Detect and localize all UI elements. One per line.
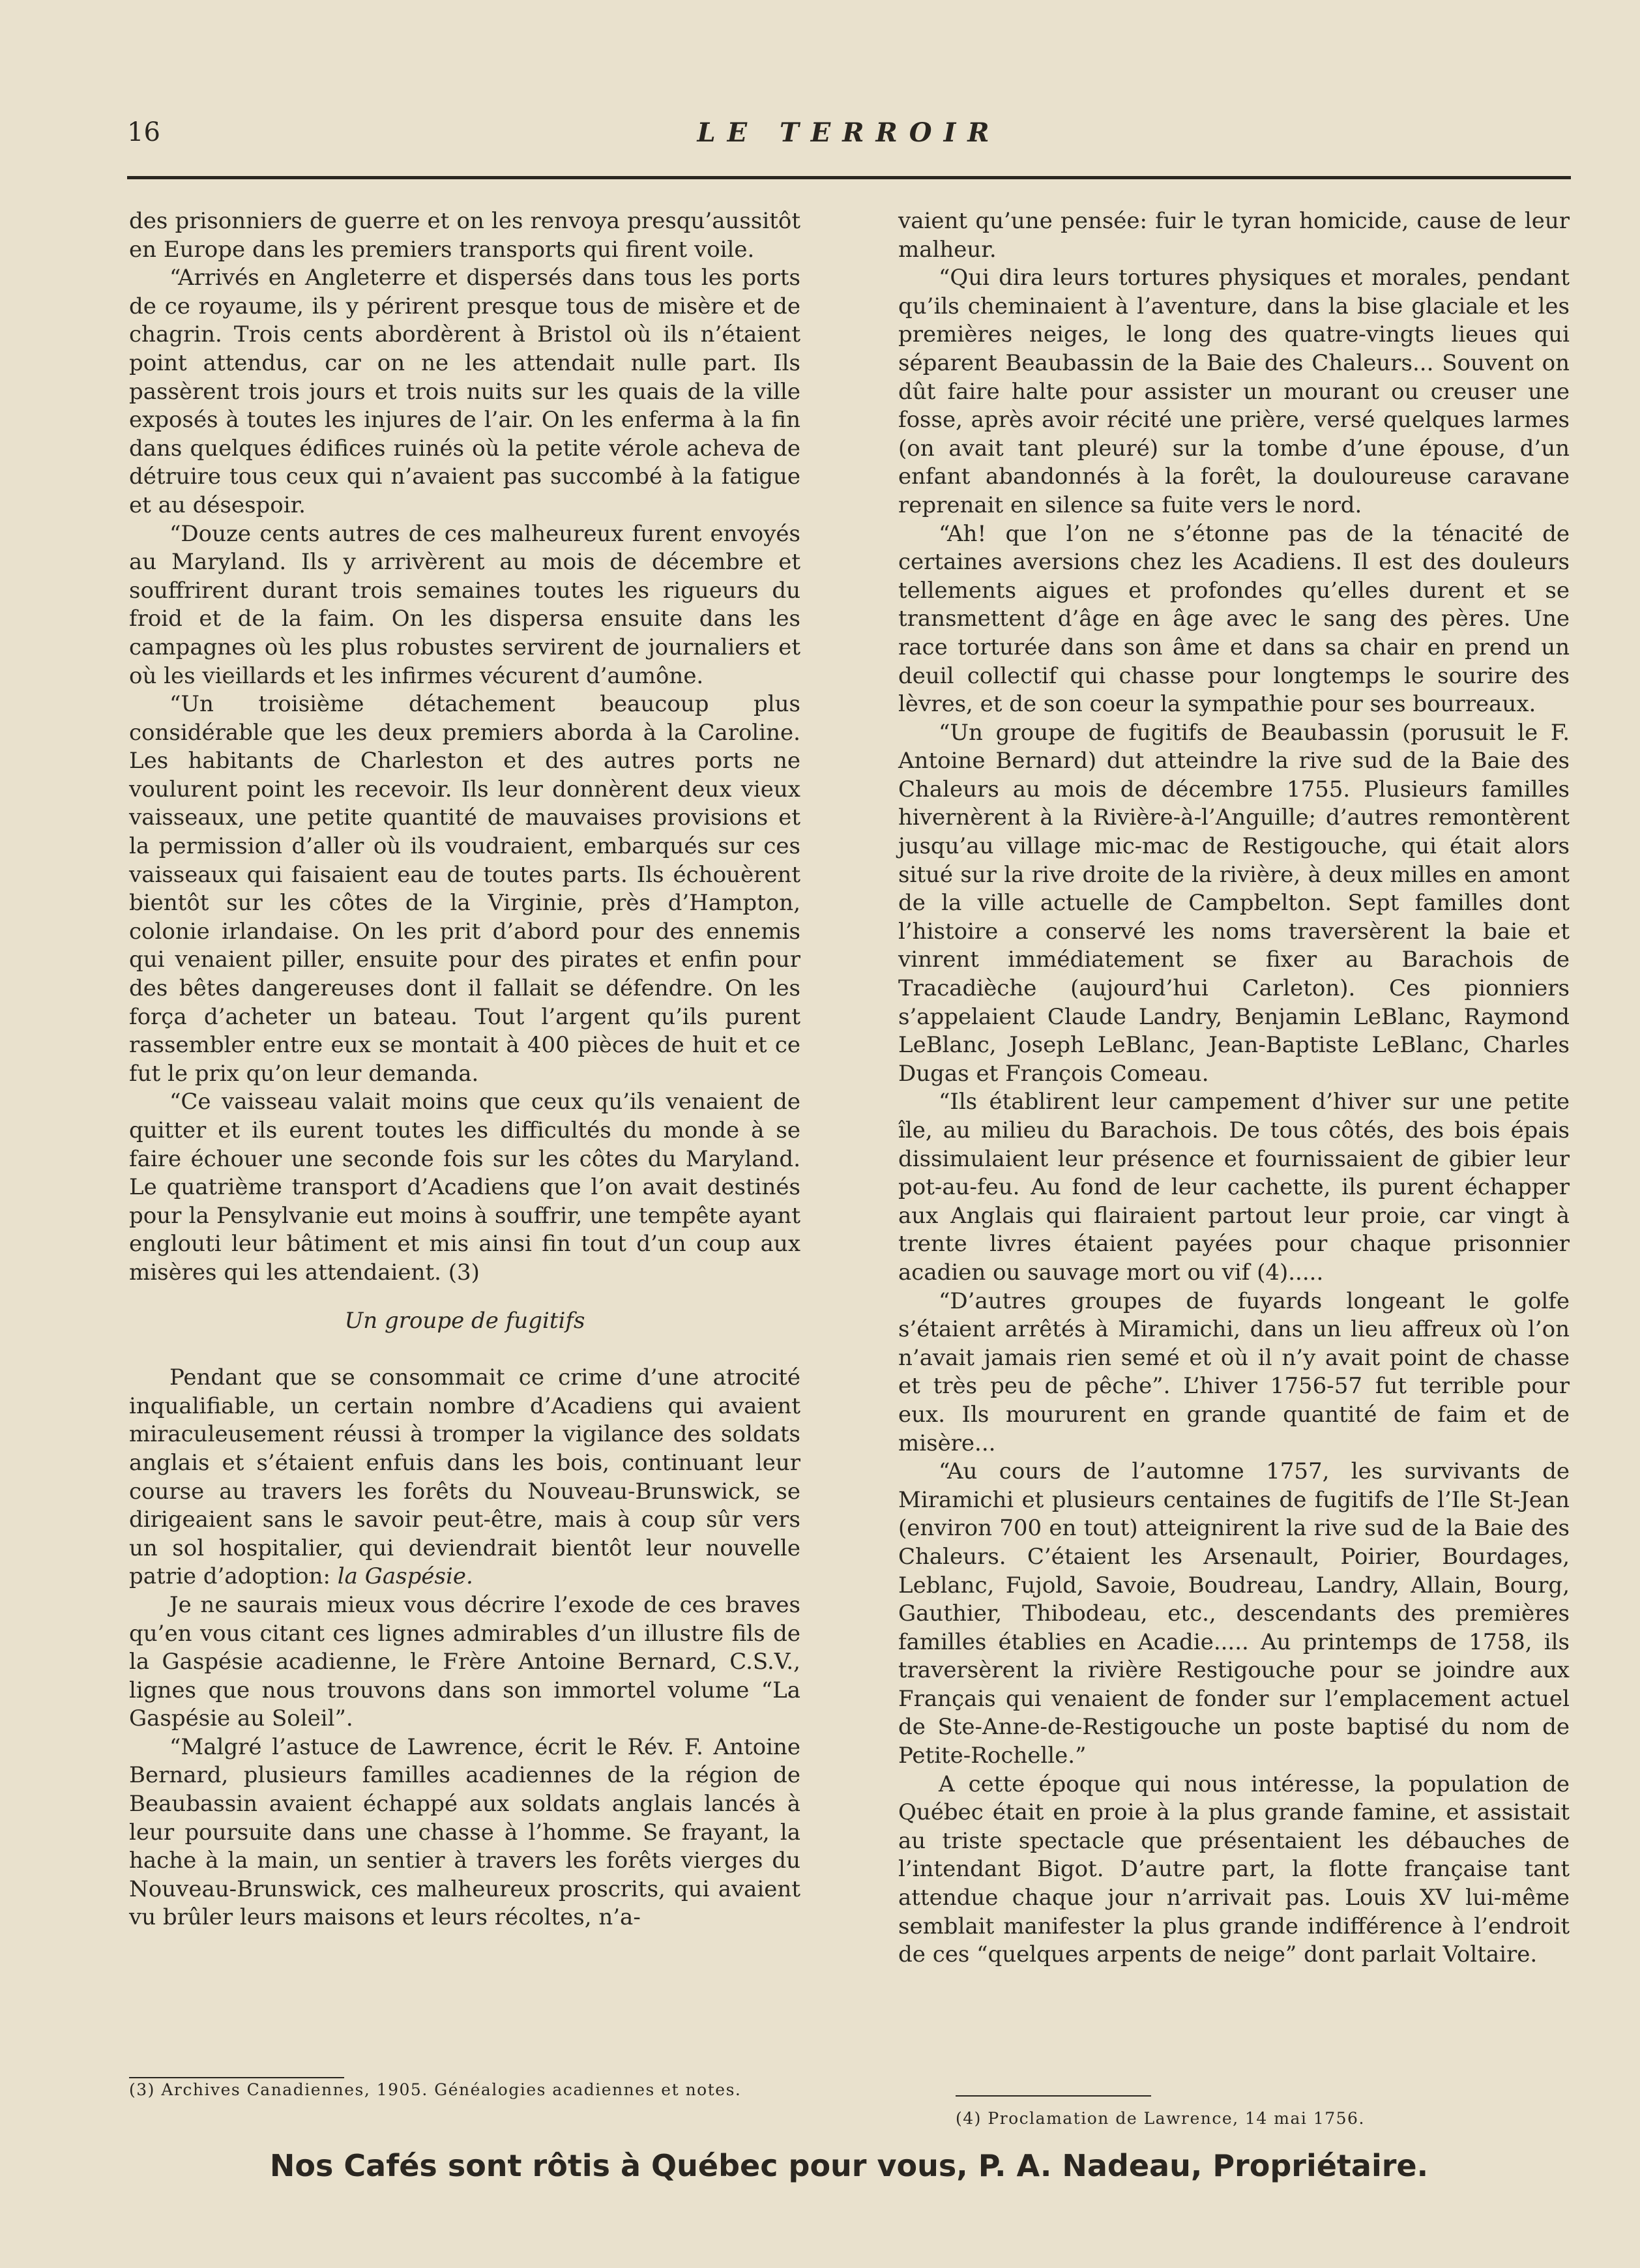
footnote-divider xyxy=(956,2095,1151,2097)
footnote-divider xyxy=(129,2077,344,2078)
section-heading: Un groupe de fugitifs xyxy=(344,1307,585,1334)
footnote-4: (4) Proclamation de Lawrence, 14 mai 1756. xyxy=(956,2109,1365,2128)
paragraph: “Malgré l’astuce de Lawrence, écrit le Rév. F. Antoine Bernard, plusieurs familles acadiennes de la région de Beaubassin avaient échappé aux soldats anglais lancés à leur poursuite dans une chasse à l’homme. Se frayant, la hache à la main, un sentier à travers les forêts vierges du Nouveau-Brunswick, ces malheureux proscrits, qui avaient vu brûler leurs maisons et leurs récoltes, n’a- xyxy=(129,1733,800,1931)
paragraph: des prisonniers de guerre et on les renvoya presqu’aussitôt en Europe dans les premiers transports qui firent voile. xyxy=(129,208,800,263)
paragraph: Je ne saurais mieux vous décrire l’exode de ces braves qu’en vous citant ces lignes admirables d’un illustre fils de la Gaspésie acadienne, le Frère Antoine Bernard, C.S.V., lignes que nous trouvons dans son immortel volume “La Gaspésie au Soleil”. xyxy=(129,1591,800,1732)
running-title: LE TERROIR xyxy=(697,117,1001,148)
paragraph: “D’autres groupes de fuyards longeant le golfe s’étaient arrêtés à Miramichi, dans un lieu affreux où l’on n’avait jamais rien semé et où il n’y avait point de chasse et très peu de pêche”. L’hiver 1756-57 fut terrible pour eux. Ils moururent en grande quantité de faim et de misère... xyxy=(898,1288,1570,1456)
page-number: 16 xyxy=(127,117,160,147)
paragraph: “Douze cents autres de ces malheureux furent envoyés au Maryland. Ils y arrivèrent au mois de décembre et souffrirent durant trois semaines toutes les rigueurs du froid et de la faim. On les dispersa ensuite dans les campagnes où les plus robustes servirent de journaliers et où les vieillards et les infirmes vécurent d’aumône. xyxy=(129,520,800,689)
paragraph: “Arrivés en Angleterre et dispersés dans tous les ports de ce royaume, ils y périrent presque tous de misère et de chagrin. Trois cents abordèrent à Bristol où ils n’étaient point attendus, car on ne les attendait nulle part. Ils passèrent trois jours et trois nuits sur les quais de la ville exposés à toutes les injures de l’air. On les enferma à la fin dans quelques édifices ruinés où la petite vérole acheva de détruire tous ceux qui n’avaient pas succombé à la fatigue et au désespoir. xyxy=(129,265,800,518)
paragraph: “Au cours de l’automne 1757, les survivants de Miramichi et plusieurs centaines de fugitifs de l’Ile St-Jean (environ 700 en tout) atteignirent la rive sud de la Baie des Chaleurs. C’étaient les Arsenault, Poirier, Bourdages, Leblanc, Fujold, Savoie, Boudreau, Landry, Allain, Bourg, Gauthier, Thibodeau, etc., descendants des premières familles établies en Acadie..... Au printemps de 1758, ils traversèrent la rivière Restigouche pour se joindre aux Français qui venaient de fonder sur l’emplacement actuel de Ste-Anne-de-Restigouche un poste baptisé du nom de Petite-Rochelle.” xyxy=(898,1458,1570,1769)
paragraph: “Ils établirent leur campement d’hiver sur une petite île, au milieu du Barachois. De tous côtés, des bois épais dissimulaient leur présence et fournissaient de gibier leur pot-au-feu. Au fond de leur cachette, ils purent échapper aux Anglais qui flairaient partout leur proie, car vingt à trente livres étaient payées pour chaque prisonnier acadien ou sauvage mort ou vif (4)..... xyxy=(898,1089,1570,1286)
left-column xyxy=(129,207,800,1932)
paragraph: “Un groupe de fugitifs de Beaubassin (porusuit le F. Antoine Bernard) dut atteindre la rive sud de la Baie des Chaleurs au mois de décembre 1755. Plusieurs familles hivernèrent à la Rivière-à-l’Anguille; d’autres remontèrent jusqu’au village mic-mac de Restigouche, qui était alors situé sur la rive droite de la rivière, à deux milles en amont de la ville actuelle de Campbelton. Sept familles dont l’histoire a conservé les noms traversèrent la baie et vinrent immédiatement se fixer au Barachois de Tracadièche (aujourd’hui Carleton). Ces pionniers s’appelaient Claude Landry, Benjamin LeBlanc, Raymond LeBlanc, Joseph LeBlanc, Jean-Baptiste LeBlanc, Charles Dugas et François Comeau. xyxy=(898,719,1570,1087)
paragraph: “Ah! que l’on ne s’étonne pas de la ténacité de certaines aversions chez les Acadiens. Il est des douleurs tellements aigues et profondes qu’elles durent et se transmettent d’âge en âge avec le sang des pères. Une race torturée dans son âme et dans sa chair en prend un deuil collectif qui chasse pour longtemps le sourire des lèvres, et de son coeur la sympathie pour ses bourreaux. xyxy=(898,520,1570,718)
page-header xyxy=(127,117,1571,156)
paragraph: “Un troisième détachement beaucoup plus considérable que les deux premiers aborda à la Caroline. Les habitants de Charleston et des autres ports ne voulurent point les recevoir. Ils leur donnèrent deux vieux vaisseaux, une petite quantité de mauvaises provisions et la permission d’aller où ils voudraient, embarqués sur ces vaisseaux qui faisaient eau de toutes parts. Ils échouèrent bientôt sur les côtes de la Virginie, près d’Hampton, colonie irlandaise. On les prit d’abord pour des ennemis qui venaient piller, ensuite pour des pirates et enfin pour des bêtes dangereuses dont il fallait se défendre. On les força d’acheter un bateau. Tout l’argent qu’ils purent rassembler entre eux se montait à 400 pièces de huit et ce fut le prix qu’on leur demanda. xyxy=(129,691,800,1087)
right-column xyxy=(898,207,1570,1969)
paragraph-text: Pendant que se consommait ce crime d’une atrocité inqualifiable, un certain nombre d’Acadiens qui avaient miraculeusement réussi à tromper la vigilance des soldats anglais et s’étaient enfuis dans les bois, continuant leur course au travers les forêts du Nouveau-Brunswick, se dirigeaient sans le savoir peut-être, mais à coup sûr vers un sol hospitalier, qui deviendrait bientôt leur nouvelle patrie d’adoption: xyxy=(129,1364,800,1590)
footnote-3: (3) Archives Canadiennes, 1905. Généalogies acadiennes et notes. xyxy=(129,2080,742,2099)
paragraph: “Qui dira leurs tortures physiques et morales, pendant qu’ils cheminaient à l’aventure, dans la bise glaciale et les premières neiges, le long des quatre-vingts lieues qui séparent Beaubassin de la Baie des Chaleurs... Souvent on dût faire halte pour assister un mourant ou creuser une fosse, après avoir récité une prière, versé quelques larmes (on avait tant pleuré) sur la tombe d’une épouse, d’un enfant abandonnés à la forêt, la douloureuse caravane reprenait en silence sa fuite vers le nord. xyxy=(898,265,1570,518)
header-divider xyxy=(127,176,1571,179)
italic-phrase: la Gaspésie. xyxy=(337,1563,473,1590)
paragraph: vaient qu’une pensée: fuir le tyran homicide, cause de leur malheur. xyxy=(898,208,1570,263)
paragraph: “Ce vaisseau valait moins que ceux qu’ils venaient de quitter et ils eurent toutes les difficultés du monde à se faire échouer une seconde fois sur les côtes du Maryland. Le quatrième transport d’Acadiens que l’on avait destinés pour la Pensylvanie eut moins à souffrir, une tempête ayant englouti leur bâtiment et mis ainsi fin tout d’un coup aux misères qui les attendaient. (3) xyxy=(129,1089,800,1286)
advertisement-banner: Nos Cafés sont rôtis à Québec pour vous, P. A. Nadeau, Propriétaire. xyxy=(269,2148,1429,2183)
paragraph: A cette époque qui nous intéresse, la population de Québec était en proie à la plus grande famine, et assistait au triste spectacle que présentaient les débauches de l’intendant Bigot. D’autre part, la flotte française tant attendue chaque jour n’arrivait pas. Louis XV lui-même semblait manifester la plus grande indifférence à l’endroit de ces “quelques arpents de neige” dont parlait Voltaire. xyxy=(898,1771,1570,1968)
paragraph xyxy=(129,1364,800,1591)
